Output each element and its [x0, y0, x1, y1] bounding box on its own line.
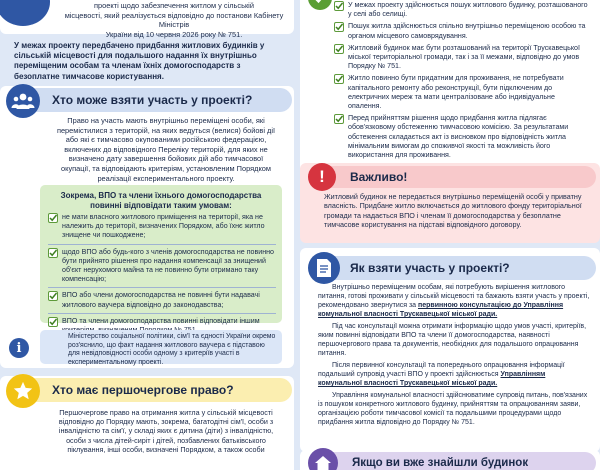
found-header	[318, 452, 596, 470]
house-icon	[314, 455, 332, 470]
list-item: У межах проекту здійснюється пошук житлового будинку, розташованого у селі або селищі.	[334, 1, 588, 19]
how-paragraph-2: Під час консультації можна отримати інформацію щодо умов участі, критеріїв, яким повинні відповідати ВПО та члени її домогосподарства, наявності першочергового права та документів, необхідних для подальшого опрацювання питання.	[318, 323, 587, 357]
list-item: ВПО або члени домогосподарства не повинні бути надавачі житлового ваучера відповідно до законодавства;	[48, 291, 276, 309]
divider	[48, 313, 276, 314]
list-item: Пошук житла здійснюється спільно внутрішньо переміщеною особою та органом місцевого самоврядування.	[334, 22, 588, 40]
how-body	[318, 283, 590, 427]
how-title: Як взяти участь у проекті?	[350, 261, 510, 275]
divider	[48, 287, 276, 288]
list-item: Житло повинно бути придатним для проживання, не потребувати капітального ремонту або реконструкції, бути підключеним до електричних мереж та мати централізоване або індивідуальне опалення.	[334, 74, 588, 111]
house-icon-badge	[308, 448, 338, 470]
important-body: Житловий будинок не передається внутрішньо переміщеній особі у приватну власність. Придбане житло включається до житлового фонду територіальної громади та надається ВПО і членам її домогосподарства у безоплатне тимчасове користування на підставі відповідного договору.	[324, 192, 582, 229]
section-priority-header	[16, 378, 292, 402]
how-paragraph-1: Внутрішньо переміщеним особам, які потребують вирішення житлового питання, готові проживати у сільській місцевості та бажають взяти участь у проекті, рекомендовано звернутися за первинною консультацією до Управління комунальної власності Трускавецької міської ради.	[318, 284, 590, 318]
checkbox-check-icon	[48, 248, 58, 258]
how-paragraph-3: Після первинної консультації та попереднього опрацювання інформації подальший супровід участі ВПО у проекті здійснюється Управлінням комунальної власності Трускавецької міської ради.	[318, 362, 565, 387]
checkbox-check-icon	[334, 22, 344, 32]
how-paragraph-4: Управління комунальної власності здійснюватиме супровід питань, пов'язаних із пошуком конкретного житлового будинку, прийняттям та опрацюванням заяви, організацією роботи тимчасової комісії та подальшими процедурами щодо придбання житла відповідно до Порядку № 751.	[318, 392, 588, 426]
top-continuation-text: проекті щодо забезпечення житлом у сільській місцевості, який реалізується відповідно до постанови Кабінету Міністрів України від 10 червня 2026 року № 751.	[64, 1, 284, 39]
intro-paragraph: У межах проекту передбачено придбання житлових будинків у сільській місцевості для подальшого надання їх внутрішньо переміщеним особам та членам їхніх домогосподарств з безоплатне тимчасове користування.	[14, 41, 265, 81]
document-icon	[315, 258, 333, 278]
checkbox-check-icon	[334, 1, 344, 11]
checkbox-check-icon	[48, 291, 58, 301]
how-header	[318, 256, 596, 280]
conditions-heading: Зокрема, ВПО та члени їхнього домогосподарства повинні відповідати таким умовам:	[60, 191, 262, 210]
divider	[48, 244, 276, 245]
section-priority-body: Першочергове право на отримання житла у сільській місцевості відповідно до Порядку мають, зокрема, багатодітні сім'ї, особи з інвалідністю та сім'ї, у складі яких є дитина (діти) з інвалідністю, особи з числа дітей-сиріт і дітей, позбавлених батьківського піклування, інші особи, визначені Порядком, а також особи	[58, 408, 274, 454]
list-item: Житловий будинок має бути розташований на території Трускавецької міської територіальної громади, так і за її межами, відповідно до умов Порядку № 751.	[334, 44, 588, 72]
exclamation-icon: !	[308, 163, 336, 191]
important-header	[318, 166, 596, 188]
checkbox-check-icon	[48, 213, 58, 223]
checkbox-check-icon	[334, 74, 344, 84]
checkbox-check-icon	[48, 317, 58, 327]
conditions-list	[48, 213, 276, 338]
star-icon	[12, 380, 34, 402]
section-priority-title: Хто має першочергове право?	[52, 383, 234, 397]
list-item: Перед прийняттям рішення щодо придбання житла підлягає обов'язковому обстеженню тимчасовою комісією. За результатами обстеження складається акт із висновком про відповідність житла мінімальним вимогам до споживчої якості та можливість його використання для проживання.	[334, 114, 588, 160]
important-title: Важливо!	[350, 170, 408, 184]
section-who-body: Право на участь мають внутрішньо переміщені особи, які перемістилися з територій, на яких ведуться (велися) бойові дії або які є тимчасово окупованими російською федерацією, включених до відповідного Переліку територій, для яких не визначено дату завершення бойових дій або тимчасової окупації, та відповідають критеріям, установленим Порядком реалізації експериментального проекту.	[56, 116, 276, 183]
list-item: ВПО та члени домогосподарства повинні відповідати іншим	[48, 317, 276, 335]
document-icon-badge	[308, 252, 340, 284]
found-title: Якщо ви вже знайшли будинок	[352, 457, 529, 469]
checkbox-check-icon	[334, 114, 344, 124]
info-box	[40, 330, 282, 364]
checkbox-check-icon	[334, 44, 344, 54]
section-who-title: Хто може взяти участь у проекті?	[52, 93, 253, 107]
section-who-header	[16, 88, 292, 112]
list-item: щодо ВПО або будь-кого з членів домогосподарства не повинно бути прийнято рішення про надання компенсації за знищений об'єкт нерухомого майна та не повинно бути отримано таку компенсацію;	[48, 248, 276, 285]
info-icon: i	[9, 338, 29, 358]
check-icon	[313, 0, 327, 5]
info-text: Міністерство соціальної політики, сім'ї та єдності України окремо роз'яснило, що факт надання житлового ваучера є підставою для невідповідності особи одному з критеріїв участі в експериментальному проекті.	[68, 333, 276, 366]
people-group-icon	[6, 84, 40, 118]
criteria-list	[334, 1, 588, 163]
list-item: не мати власного житлового приміщення на території, яка не належить до території, визначених Порядком, або їхнє житло знищене чи пошкоджене;	[48, 213, 276, 241]
star-icon-badge	[6, 374, 40, 408]
